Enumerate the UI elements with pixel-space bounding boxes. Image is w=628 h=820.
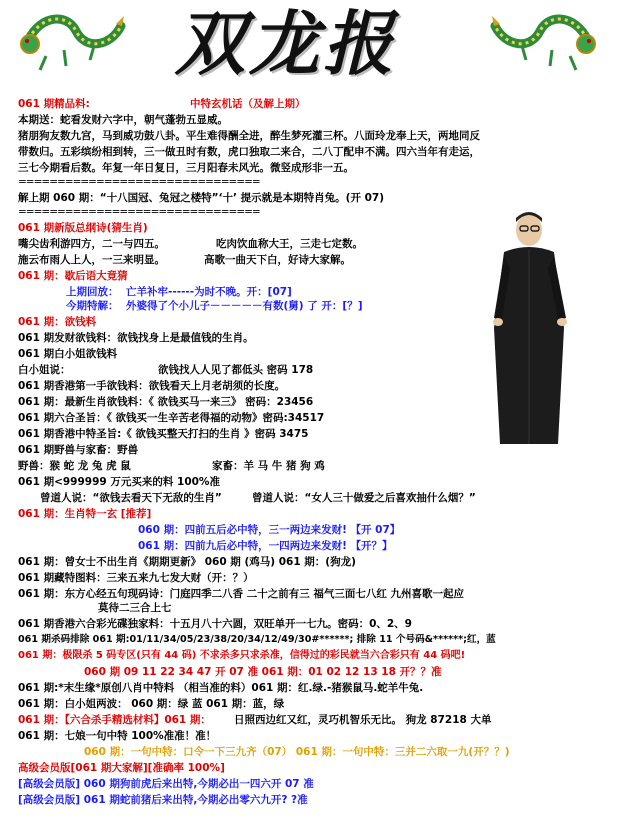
text-line: 本期送：蛇看发财六字中，朝气蓬勃五显威。 xyxy=(18,114,228,126)
text-line: 嘴尖齿利游四方，二一与四五。 xyxy=(18,238,165,250)
text-line: [高级会员版] 060 期狗前虎后来出特,今期必出一四六开 07 准 xyxy=(18,778,314,790)
text-line: 亡羊补牢------为时不晚。开：[07] xyxy=(126,286,292,298)
text-line: 061 期香港六合彩光碟独家料：十五月八十六圆，双旺单开一七九。密码：0、2、9 xyxy=(18,618,412,630)
text-line: 带数归。五彩缤纷相到转，三一做丑时有数，虎口独取二来合，二八丁配申不满。四六当年有走运， xyxy=(18,146,480,158)
text-line: 曾道人说：“欲钱去看天下无敌的生肖” xyxy=(40,492,222,504)
text-line: 060 期 09 11 22 34 47 开 07 准 061 期：01 02 12 13 18 开？？准 xyxy=(84,666,442,678)
text-line: 061 期：白小姐两波： 060 期：绿 蓝 061 期：蓝，绿 xyxy=(18,698,285,710)
header xyxy=(0,0,628,92)
text-line: 061 期香港第一手欲钱料：欲钱看天上月老胡须的长度。 xyxy=(18,380,286,392)
text-line: 061 期：东方心经五句现码诗：门庭四季二八香 二十之前有三 福气三面七八红 九州喜歌一起应 xyxy=(18,588,465,600)
text-label: 今期特解： xyxy=(66,300,119,312)
text-line: 吃肉饮血称大王，三走七定数。 xyxy=(216,238,363,250)
text-line: 061 期杀码排除 061 期:01/11/34/05/23/38/20/34/12/49/30#******; 排除 11 个号码&******;红，蓝 xyxy=(18,634,496,645)
text-line: 061 期香港中特圣旨:《 欲钱买整天打扫的生肖 》密码 3475 xyxy=(18,428,309,440)
section-subheading: 中特玄机话（及解上期） xyxy=(190,98,306,110)
text-line: 莫待二三合上七 xyxy=(98,602,172,614)
text-line: 061 期:*末生缘*原创八肖中特料 （相当准的料）061 期：红.绿.-猪猴鼠马.蛇羊牛兔. xyxy=(18,682,424,694)
page-title: 双龙报 xyxy=(175,2,397,85)
text-line: 外婆得了个小儿子－－－－－有数(舅) 了 开：[？] xyxy=(126,300,363,312)
text-line: 061 期：曾女士不出生肖《期期更新》 060 期 (鸡马) 061 期：(狗龙) xyxy=(18,556,356,568)
text-line: 日照西边红又红，灵巧机智乐无比。 狗龙 87218 大单 xyxy=(234,714,492,726)
text-line: 061 期：极限杀 5 码专区(只有 44 码) 不求杀多只求杀准，信得过的彩民就当六合彩只有 44 码吧! xyxy=(18,650,466,661)
text-line: 解上期 060 期：“十八国冠、兔冠之楼特”‘十’ 提示就是本期特肖兔。(开 07) xyxy=(18,192,385,204)
divider: =============================== xyxy=(18,206,260,218)
section-heading: 061 期：生肖特一玄 [推荐] xyxy=(18,508,152,520)
dragon-left-image xyxy=(16,6,128,78)
text-line: 施云布雨人上人，一三来明显。 xyxy=(18,254,165,266)
text-line: 061 期<999999 万元买来的料 100%准 xyxy=(18,476,220,488)
section-heading: 高级会员版[061 期大家解][准确率 100%] xyxy=(18,762,225,774)
text-label: 上期回放： xyxy=(66,286,119,298)
text-line: 曾道人说：“女人三十做爱之后喜欢抽什么烟？” xyxy=(252,492,476,504)
text-label: 白小姐说： xyxy=(18,364,71,376)
section-heading: 061 期：歇后语大竟猜 xyxy=(18,270,128,282)
section-heading: 061 期精品料: xyxy=(18,98,90,110)
text-line: 欲钱找人人见了都低头 密码 178 xyxy=(158,364,314,376)
text-line: 061 期六合圣旨：《 欲钱买一生辛苦老得福的动物》密码:34517 xyxy=(18,412,325,424)
text-line: 061 期发财欲钱料：欲钱找身上是最值钱的生肖。 xyxy=(18,332,254,344)
text-line: [高级会员版] 061 期蛇前猪后来出特,今期必出零六九开? ?准 xyxy=(18,794,308,806)
text-line: 061 期野兽与家畜：野兽 xyxy=(18,444,139,456)
text-line: 猪朋狗友数九宫，马到威功鼓八卦。平生难得酬全进，醉生梦死灌三杯。八面玲龙奉上天，两地同反 xyxy=(18,130,480,142)
text-line: 061 期：四前九后必中特，一四两边来发财! 【开？】 xyxy=(138,540,393,552)
dragon-right-image xyxy=(488,6,600,78)
text-line: 061 期：最新生肖欲钱料：《 欲钱买马一来三》 密码：23456 xyxy=(18,396,314,408)
text-line: 野兽：猴 蛇 龙 兔 虎 鼠 xyxy=(18,460,131,472)
text-line: 060 期：一句中特：口令一下三九齐（07） 061 期：一句中特：三并二六取一九(开？？) xyxy=(84,746,510,758)
divider: =============================== xyxy=(18,176,260,188)
text-line: 061 期：七娘一句中特 100%准准！准！ xyxy=(18,730,217,742)
text-line: 三七今期看后数。年复一年日复日，三月阳春未风光。微竖成形非一五。 xyxy=(18,162,354,174)
text-line: 高歌一曲天下白，好诗大家解。 xyxy=(204,254,351,266)
text-line: 061 期藏特图料：三来五来九七发大财（开：？） xyxy=(18,572,254,584)
section-heading: 061 期：欲钱料 xyxy=(18,316,97,328)
text-line: 家畜：羊 马 牛 猪 狗 鸡 xyxy=(212,460,325,472)
text-line: 060 期：四前五后必中特，三一两边来发财! 【开 07】 xyxy=(138,524,401,536)
section-heading: 061 期：【六合杀手精选材料】061 期： xyxy=(18,714,211,726)
man-figure-image xyxy=(486,208,572,448)
section-heading: 061 期新版总纲诗(猜生肖) xyxy=(18,222,148,234)
text-line: 061 期白小姐欲钱料 xyxy=(18,348,118,360)
